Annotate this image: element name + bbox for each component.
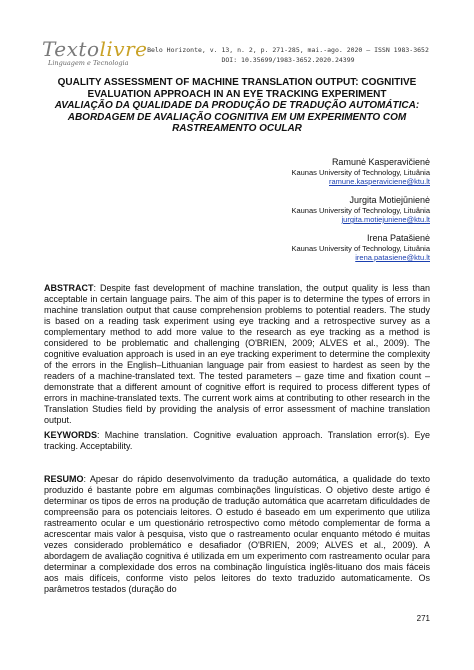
logo-part-texto: Texto — [42, 37, 100, 61]
resumo-paragraph — [44, 474, 430, 595]
author-block — [170, 157, 430, 186]
author-email-link[interactable]: irena.patasiene@ktu.lt — [355, 253, 430, 262]
logo-subtitle: Linguagem e Tecnologia — [48, 59, 129, 67]
journal-citation: Belo Horizonte, v. 13, n. 2, p. 271-285, mai.-ago. 2020 – ISSN 1983-3652 — [147, 46, 429, 54]
keywords-text: : Machine translation. Cognitive evaluation approach. Translation error(s). Eye tracking. Acceptability. — [44, 430, 430, 451]
logo-wordmark — [42, 37, 147, 61]
author-affiliation: Kaunas University of Technology, Lituânia — [291, 206, 430, 215]
page-header — [42, 37, 442, 69]
abstract-text: : Despite fast development of machine translation, the output quality is less than acceptable in certain language pairs. The aim of this paper is to determine the types of errors in machine translation output that cause comprehension problems to potential readers. The study is based on a reading task experiment using eye tracking and a retrospective survey as a complementary method to add more value to the research as eye tracking as a method is considered to be problematic and challenging (O'BRIEN, 2009; ALVES et al., 2009). The cognitive evaluation approach is used in an eye tracking experiment to determine the complexity of the errors in the English–Lithuanian language pair from easiest to hardest as seen by the readers of a machine-translated text. The tested parameters – gaze time and fixation count – demonstrate that a different amount of cognitive effort is required to process different types of errors in machine-translated texts. The current work aims at contributing to other research in the Translation Studies field by providing the analysis of error assessment of machine translation output. — [44, 283, 430, 425]
journal-logo — [42, 37, 148, 69]
author-block — [170, 195, 430, 224]
page-number: 271 — [416, 614, 430, 623]
keywords-paragraph — [44, 430, 430, 452]
author-name: Jurgita Motiejūnienė — [349, 195, 430, 205]
author-affiliation: Kaunas University of Technology, Lituânia — [291, 168, 430, 177]
journal-info — [138, 45, 438, 65]
logo-part-livre: livre — [99, 37, 148, 61]
title-english: QUALITY ASSESSMENT OF MACHINE TRANSLATION OUTPUT: COGNITIVE EVALUATION APPROACH IN AN EYE TRACKING EXPERIMENT — [57, 77, 417, 100]
title-portuguese: AVALIAÇÃO DA QUALIDADE DA PRODUÇÃO DE TRADUÇÃO AUTOMÁTICA: ABORDAGEM DE AVALIAÇÃO COGNITIVA EM UM EXPERIMENTO COM RASTREAMENTO OCULAR — [54, 100, 420, 134]
author-email-link[interactable]: ramune.kasperaviciene@ktu.lt — [329, 177, 430, 186]
resumo-label: RESUMO — [44, 474, 84, 484]
resumo-text: : Apesar do rápido desenvolvimento da tradução automática, a qualidade do texto produzido é bastante pobre em algumas combinações linguísticas. O objetivo deste artigo é determinar os tipos de erros na produção de tradução automática que acarretam dificuldades de compreensão para os potenciais leitores. O estudo é baseado em um experimento que utiliza rastreamento ocular e um questionário retrospectivo como método complementar de forma a acrescentar mais valor à pesquisa, visto que o rastreamento ocular enquanto método é muitas vezes considerado problemático e desafiador (O'BRIEN, 2009; ALVES et al., 2009). A abordagem de avaliação cognitiva é utilizada em um experimento com rastreamento ocular para determinar a complexidade dos erros na combinação linguística inglês-lituano dos mais fáceis aos mais difíceis, conforme visto pelos leitores do texto traduzido automaticamente. Os parâmetros testados (duração do — [44, 474, 430, 594]
author-name: Ramunė Kasperavičienė — [331, 157, 430, 167]
author-email-link[interactable]: jurgita.motiejuniene@ktu.lt — [341, 215, 430, 224]
abstract-paragraph — [44, 283, 430, 426]
author-name: Irena Patašienė — [366, 233, 430, 243]
keywords-label: KEYWORDS — [44, 430, 98, 440]
journal-doi: DOI: 10.35699/1983-3652.2020.24399 — [221, 56, 355, 64]
author-list — [170, 157, 430, 271]
abstract-label: ABSTRACT — [44, 283, 94, 293]
author-block — [170, 233, 430, 262]
author-affiliation: Kaunas University of Technology, Lituânia — [291, 244, 430, 253]
